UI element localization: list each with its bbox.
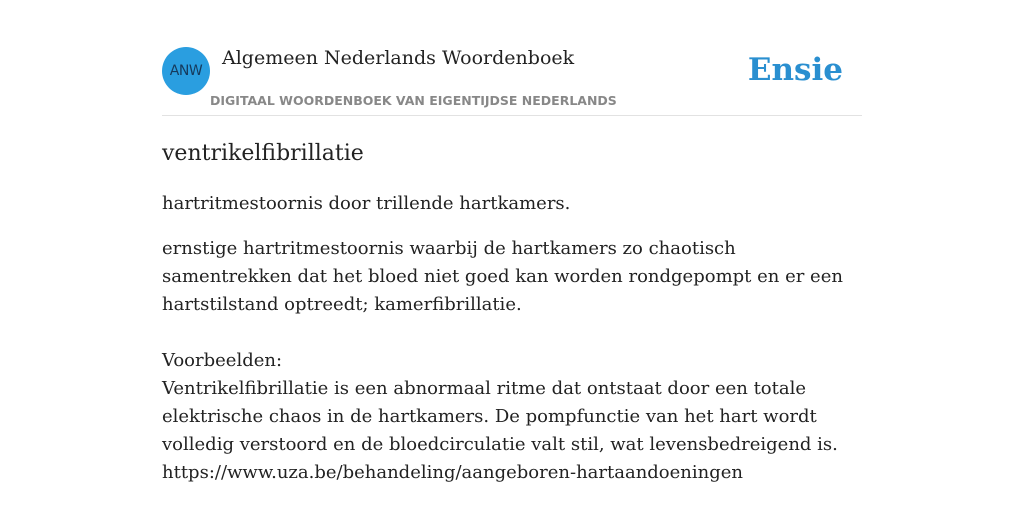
ensie-brand-logo[interactable]: Ensie [747, 52, 843, 88]
site-subtitle: DIGITAAL WOORDENBOEK VAN EIGENTIJDSE NEDERLANDS [210, 93, 617, 108]
header-divider [162, 115, 862, 116]
anw-logo-text: ANW [169, 63, 203, 79]
long-definition: ernstige hartritmestoornis waarbij de hartkamers zo chaotisch samentrekken dat het bloed niet goed kan worden rondgepompt en er een hartstilstand optreedt; kamerfibrillatie. Voorbeelden: Ventrikelfibrillatie is een abnormaal ritme dat ontstaat door een totale elektrische chaos in de hartkamers. De pompfunctie van het hart wordt volledig verstoord en de bloedcirculatie valt stil, wat levensbedreigend is. https://www.uza.be/behandeling/aangeboren-hartaandoeningen [162, 238, 843, 483]
short-definition: hartritmestoornis door trillende hartkamers. [162, 193, 571, 214]
entry-content [162, 138, 862, 487]
entry-headword: ventrikelfibrillatie [162, 141, 364, 166]
anw-logo[interactable] [162, 47, 210, 95]
site-title[interactable]: Algemeen Nederlands Woordenboek [222, 47, 575, 69]
